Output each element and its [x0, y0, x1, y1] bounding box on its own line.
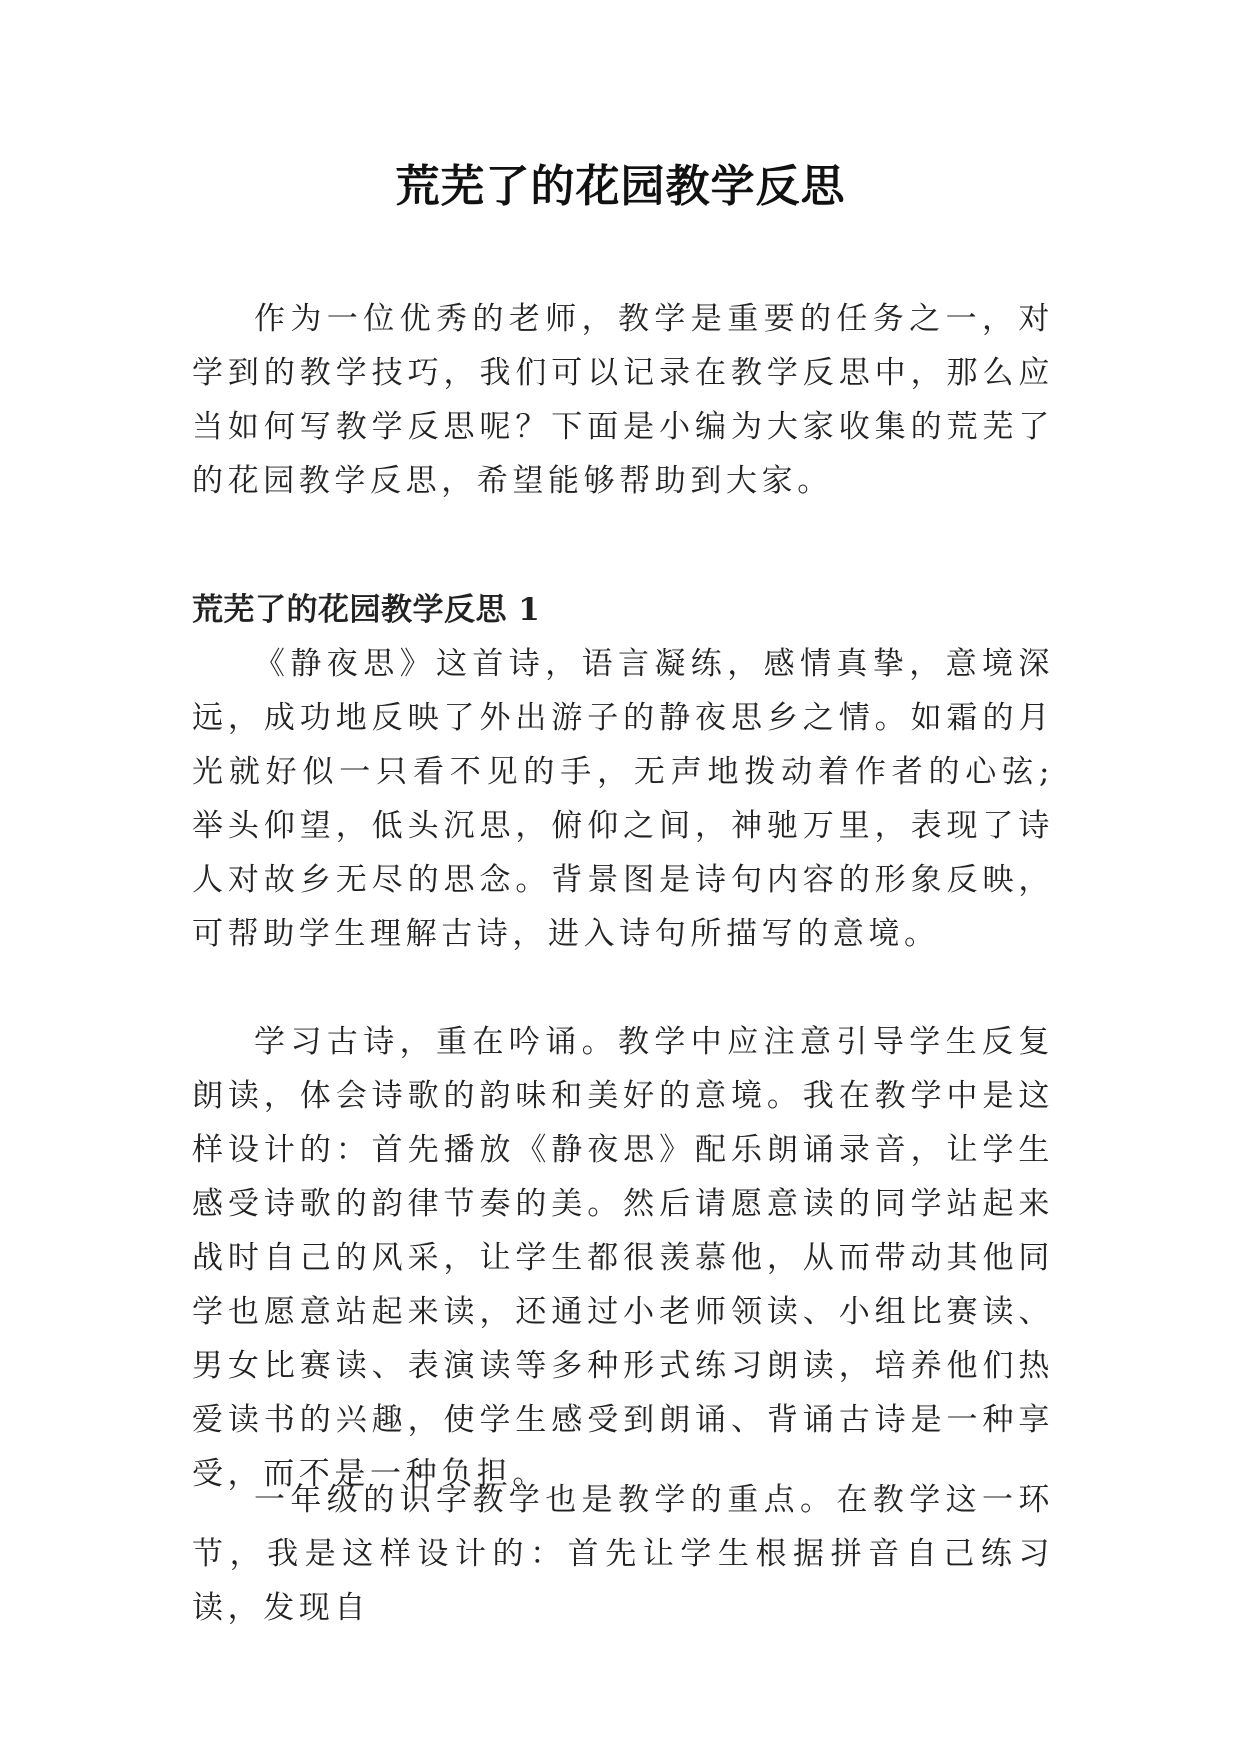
section-heading: 荒芜了的花园教学反思 1 — [192, 592, 541, 628]
body-paragraph-1: 《静夜思》这首诗，语言凝练，感情真挚，意境深远，成功地反映了外出游子的静夜思乡之情。如霜的月光就好似一只看不见的手，无声地拨动着作者的心弦;举头仰望，低头沉思，俯仰之间，神驰万里，表现了诗人对故乡无尽的思念。背景图是诗句内容的形象反映，可帮助学生理解古诗，进入诗句所描写的意境。 — [192, 646, 1054, 952]
document-title: 荒芜了的花园教学反思 — [395, 161, 846, 212]
intro-paragraph: 作为一位优秀的老师，教学是重要的任务之一，对学到的教学技巧，我们可以记录在教学反思中，那么应当如何写教学反思呢？下面是小编为大家收集的荒芜了的花园教学反思，希望能够帮助到大家。 — [192, 301, 1054, 499]
body-paragraph-3: 一年级的识字教学也是教学的重点。在教学这一环节，我是这样设计的：首先让学生根据拼音自己练习读，发现自 — [192, 1482, 1054, 1626]
body-paragraph-2: 学习古诗，重在吟诵。教学中应注意引导学生反复朗读，体会诗歌的韵味和美好的意境。我在教学中是这样设计的：首先播放《静夜思》配乐朗诵录音，让学生感受诗歌的韵律节奏的美。然后请愿意读的同学站起来战时自己的风采，让学生都很羡慕他，从而带动其他同学也愿意站起来读，还通过小老师领读、小组比赛读、男女比赛读、表演读等多种形式练习朗读，培养他们热爱读书的兴趣，使学生感受到朗诵、背诵古诗是一种享受，而不是一种负担。 — [192, 1024, 1054, 1492]
